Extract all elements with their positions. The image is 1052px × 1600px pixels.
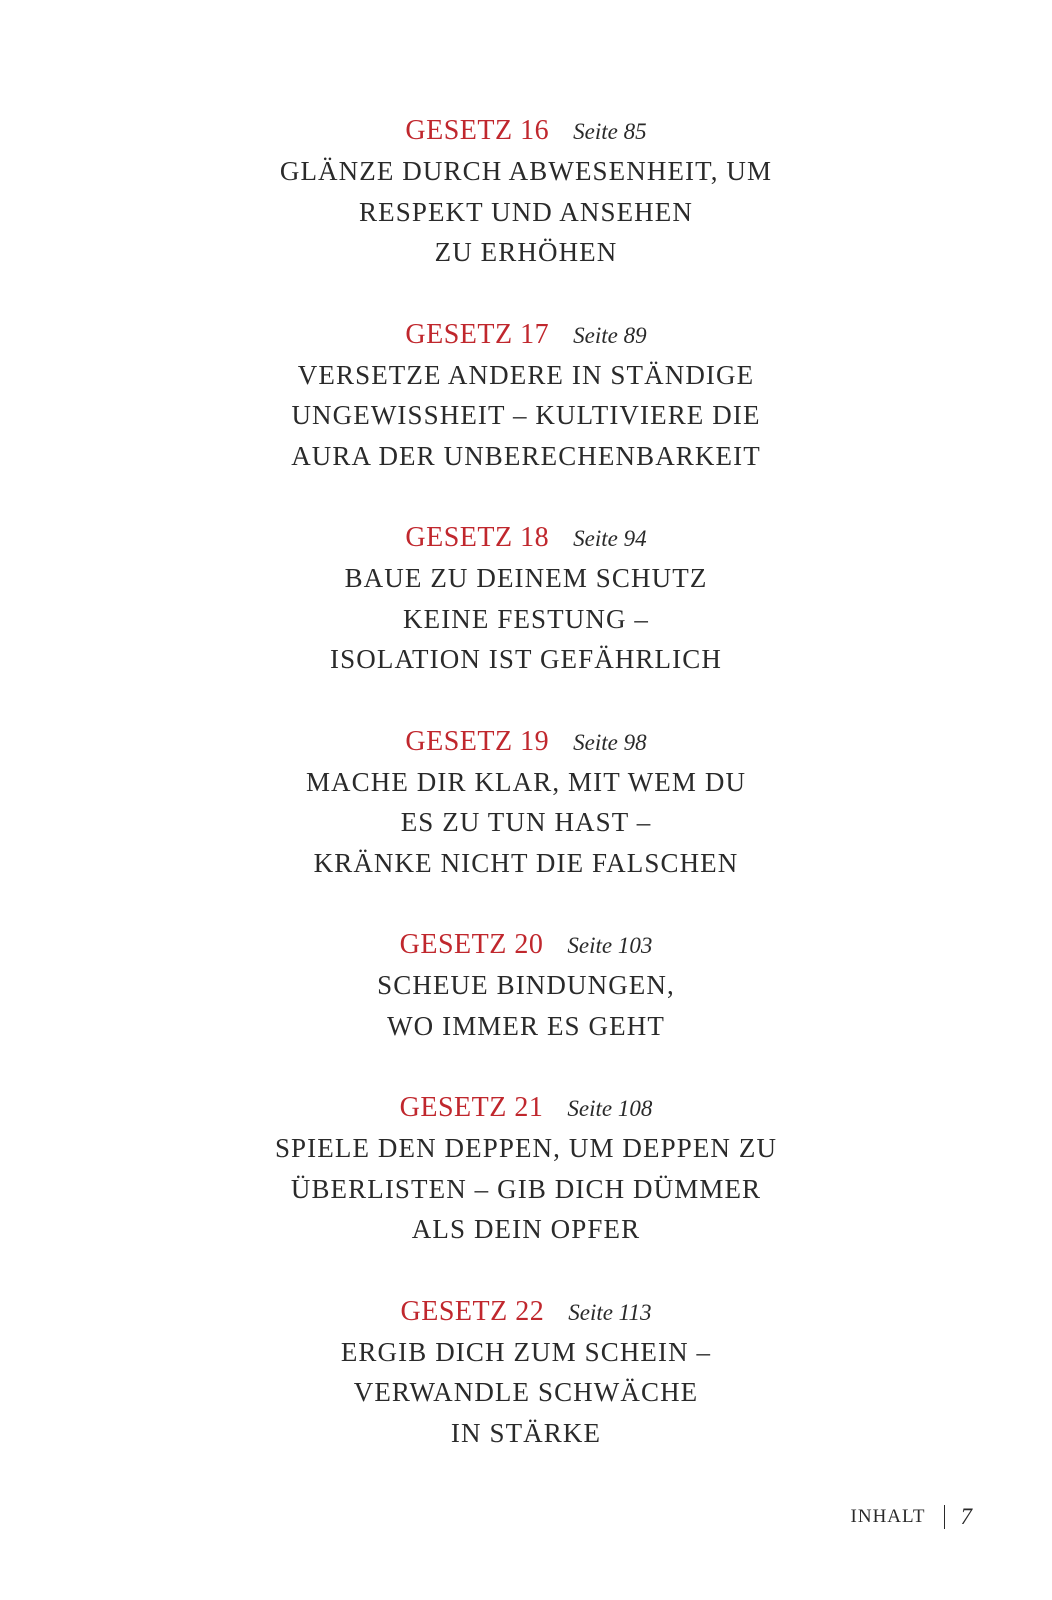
toc-entry-20 bbox=[0, 925, 1052, 1046]
law-title-line: KRÄNKE NICHT DIE FALSCHEN bbox=[313, 847, 739, 878]
law-title-line: ÜBERLISTEN – GIB DICH DÜMMER bbox=[290, 1173, 762, 1204]
law-label: GESETZ 19 bbox=[405, 725, 550, 757]
toc-entry-21 bbox=[0, 1088, 1052, 1250]
law-title-line: ZU ERHÖHEN bbox=[434, 237, 618, 267]
law-title-line: KEINE FESTUNG – bbox=[403, 603, 649, 634]
law-title-line: GLÄNZE DURCH ABWESENHEIT, UM bbox=[279, 156, 773, 186]
law-label: GESETZ 16 bbox=[405, 115, 550, 146]
page-reference: Seite 113 bbox=[568, 1299, 652, 1325]
law-title-line: VERSETZE ANDERE IN STÄNDIGE bbox=[297, 359, 755, 390]
law-title-line: WO IMMER ES GEHT bbox=[387, 1010, 665, 1041]
entry-heading bbox=[0, 1292, 1052, 1332]
law-title-line: ISOLATION IST GEFÄHRLICH bbox=[330, 644, 722, 674]
page-reference: Seite 94 bbox=[573, 526, 647, 551]
table-of-contents bbox=[0, 111, 1052, 1495]
law-title-line: VERWANDLE SCHWÄCHE bbox=[353, 1377, 699, 1407]
law-title-line: SCHEUE BINDUNGEN, bbox=[377, 970, 675, 1000]
law-title-line: RESPEKT UND ANSEHEN bbox=[359, 196, 693, 227]
law-label: GESETZ 21 bbox=[399, 1092, 544, 1123]
law-title-line: ES ZU TUN HAST – bbox=[400, 807, 652, 837]
toc-entry-17 bbox=[0, 315, 1052, 477]
toc-entry-22 bbox=[0, 1292, 1052, 1454]
law-title-line: ERGIB DICH ZUM SCHEIN – bbox=[340, 1336, 712, 1367]
page-number: 7 bbox=[960, 1504, 972, 1529]
law-label: GESETZ 22 bbox=[400, 1295, 545, 1327]
toc-entry-18 bbox=[0, 518, 1052, 680]
law-title-line: MACHE DIR KLAR, MIT WEM DU bbox=[305, 766, 747, 797]
law-title-line: BAUE ZU DEINEM SCHUTZ bbox=[344, 563, 708, 593]
entry-heading bbox=[0, 518, 1052, 558]
page-reference: Seite 98 bbox=[573, 729, 647, 755]
law-label: GESETZ 17 bbox=[405, 318, 550, 350]
law-title-line: SPIELE DEN DEPPEN, UM DEPPEN ZU bbox=[274, 1133, 778, 1163]
law-label: GESETZ 18 bbox=[405, 522, 550, 553]
page-reference: Seite 103 bbox=[567, 933, 653, 958]
page-footer bbox=[851, 1500, 972, 1534]
page-reference: Seite 89 bbox=[573, 322, 647, 348]
page-reference: Seite 108 bbox=[567, 1096, 653, 1121]
law-title-line: UNGEWISSHEIT – KULTIVIERE DIE bbox=[291, 400, 761, 430]
toc-entry-16 bbox=[0, 111, 1052, 273]
entry-heading bbox=[0, 315, 1052, 355]
footer-divider bbox=[944, 1505, 945, 1529]
page-reference: Seite 85 bbox=[573, 119, 647, 144]
law-title-line: AURA DER UNBERECHENBARKEIT bbox=[291, 440, 761, 471]
entry-heading bbox=[0, 111, 1052, 151]
toc-entry-19 bbox=[0, 722, 1052, 884]
law-title-line: IN STÄRKE bbox=[450, 1417, 602, 1448]
law-title-line: ALS DEIN OPFER bbox=[411, 1214, 641, 1244]
law-label: GESETZ 20 bbox=[399, 929, 544, 960]
entry-heading bbox=[0, 925, 1052, 965]
entry-heading bbox=[0, 722, 1052, 762]
entry-heading bbox=[0, 1088, 1052, 1128]
section-label: INHALT bbox=[850, 1506, 926, 1527]
